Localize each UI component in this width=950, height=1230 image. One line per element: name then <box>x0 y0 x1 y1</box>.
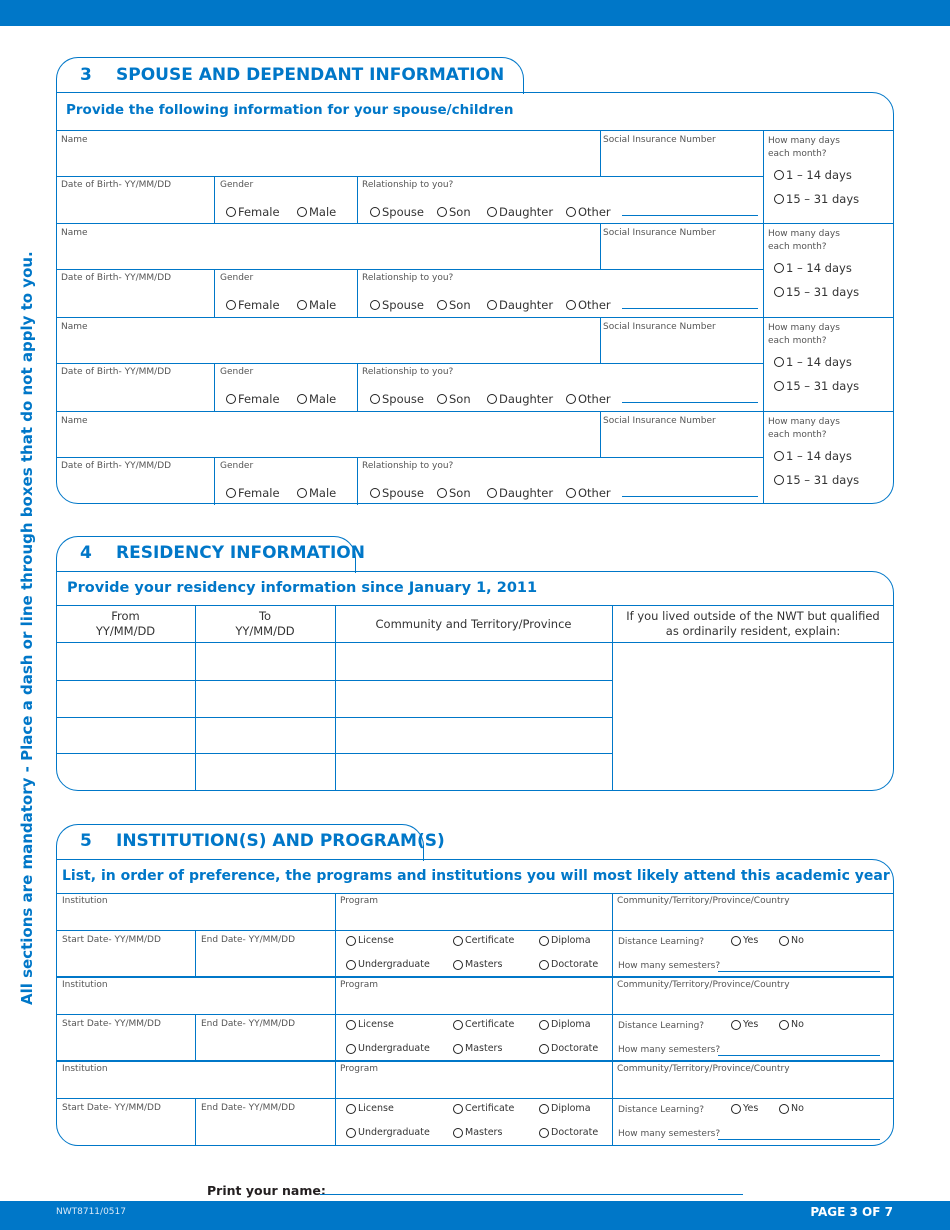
rel-other-radio-label: Other <box>578 392 611 406</box>
days-1-14-radio-label: 1 – 14 days <box>786 355 852 369</box>
program-masters-radio-label: Masters <box>465 959 503 970</box>
distance-no-radio[interactable] <box>779 1019 804 1030</box>
distance-yes-radio-label: Yes <box>743 1019 759 1030</box>
radio-circle-icon[interactable] <box>346 936 356 946</box>
rel-spouse-radio[interactable] <box>370 392 424 406</box>
radio-circle-icon[interactable] <box>226 207 236 217</box>
days-15-31-radio-label: 15 – 31 days <box>786 285 860 299</box>
semesters-field[interactable] <box>718 1055 880 1056</box>
program-undergraduate-radio[interactable] <box>346 959 430 970</box>
radio-circle-icon[interactable] <box>539 1020 549 1030</box>
radio-circle-icon[interactable] <box>774 451 784 461</box>
rule-line <box>357 176 358 224</box>
days-15-31-radio-label: 15 – 31 days <box>786 473 860 487</box>
section4-subtitle: Provide your residency information since January 1, 2011 <box>67 580 538 596</box>
gender-label: Gender <box>220 180 254 190</box>
radio-circle-icon[interactable] <box>774 287 784 297</box>
days-15-31-radio[interactable] <box>774 473 859 487</box>
program-doctorate-radio-label: Doctorate <box>551 959 599 970</box>
start-date-label: Start Date- YY/MM/DD <box>62 1103 161 1113</box>
relationship-label: Relationship to you? <box>362 461 454 471</box>
gender-female-radio[interactable] <box>226 486 280 500</box>
section4-box <box>56 571 894 791</box>
rule-line <box>56 642 894 643</box>
radio-circle-icon[interactable] <box>487 394 497 404</box>
sin-label: Social Insurance Number <box>603 228 716 238</box>
explain-header: If you lived outside of the NWT but qualified as ordinarily resident, explain: <box>626 609 880 638</box>
start-date-label: Start Date- YY/MM/DD <box>62 935 161 945</box>
institution-label: Institution <box>62 896 108 906</box>
rel-son-radio[interactable] <box>437 392 471 406</box>
program-certificate-radio[interactable] <box>453 1103 514 1114</box>
rule-line <box>600 317 601 363</box>
rel-spouse-radio[interactable] <box>370 486 424 500</box>
dob-label: Date of Birth- YY/MM/DD <box>61 273 172 283</box>
program-diploma-radio[interactable] <box>539 935 591 946</box>
rel-daughter-radio-label: Daughter <box>499 486 554 500</box>
distance-yes-radio[interactable] <box>731 1019 758 1030</box>
bottom-bar <box>0 1201 950 1230</box>
rule-line <box>214 457 215 505</box>
community-label: Community/Territory/Province/Country <box>617 980 790 990</box>
rule-line <box>214 363 215 411</box>
program-diploma-radio-label: Diploma <box>551 1103 591 1114</box>
program-undergraduate-radio-label: Undergraduate <box>358 959 430 970</box>
rel-spouse-radio[interactable] <box>370 205 424 219</box>
days-question-label: How many days each month? <box>768 417 840 440</box>
rel-daughter-radio[interactable] <box>487 486 553 500</box>
community-label: Community/Territory/Province/Country <box>617 1064 790 1074</box>
distance-no-radio[interactable] <box>779 935 804 946</box>
days-1-14-radio-label: 1 – 14 days <box>786 449 852 463</box>
relationship-label: Relationship to you? <box>362 273 454 283</box>
program-label: Program <box>340 1064 378 1074</box>
gender-label: Gender <box>220 461 254 471</box>
program-label: Program <box>340 896 378 906</box>
distance-no-radio-label: No <box>791 1019 804 1030</box>
radio-circle-icon[interactable] <box>539 1128 549 1138</box>
days-1-14-radio[interactable] <box>774 168 852 182</box>
radio-circle-icon[interactable] <box>731 936 741 946</box>
rel-daughter-radio[interactable] <box>487 392 553 406</box>
other-relationship-field[interactable] <box>622 308 758 309</box>
gender-male-radio[interactable] <box>297 486 336 500</box>
rule-line <box>214 269 215 317</box>
radio-circle-icon[interactable] <box>453 1044 463 1054</box>
radio-circle-icon[interactable] <box>346 1044 356 1054</box>
gender-male-radio-label: Male <box>309 298 337 312</box>
other-relationship-field[interactable] <box>622 215 758 216</box>
program-certificate-radio[interactable] <box>453 1019 514 1030</box>
gender-female-radio-label: Female <box>238 486 280 500</box>
gender-label: Gender <box>220 273 254 283</box>
rel-other-radio[interactable] <box>566 392 611 406</box>
program-doctorate-radio[interactable] <box>539 1043 598 1054</box>
radio-circle-icon[interactable] <box>774 475 784 485</box>
days-15-31-radio-label: 15 – 31 days <box>786 192 860 206</box>
program-doctorate-radio[interactable] <box>539 1127 598 1138</box>
radio-circle-icon[interactable] <box>437 488 447 498</box>
rel-son-radio-label: Son <box>449 298 471 312</box>
gender-male-radio-label: Male <box>309 486 337 500</box>
rule-line <box>195 1014 196 1061</box>
rule-line <box>56 269 763 270</box>
radio-circle-icon[interactable] <box>566 394 576 404</box>
rule-line <box>56 223 894 224</box>
distance-yes-radio-label: Yes <box>743 1103 759 1114</box>
rel-other-radio-label: Other <box>578 205 611 219</box>
rule-line <box>600 411 601 457</box>
radio-circle-icon[interactable] <box>487 300 497 310</box>
radio-circle-icon[interactable] <box>566 207 576 217</box>
radio-circle-icon[interactable] <box>774 357 784 367</box>
radio-circle-icon[interactable] <box>437 207 447 217</box>
radio-circle-icon[interactable] <box>453 1104 463 1114</box>
program-certificate-radio-label: Certificate <box>465 1103 515 1114</box>
radio-circle-icon[interactable] <box>346 960 356 970</box>
days-1-14-radio[interactable] <box>774 355 852 369</box>
program-license-radio-label: License <box>358 1019 394 1030</box>
rule-line <box>56 363 763 364</box>
rel-spouse-radio-label: Spouse <box>382 486 424 500</box>
days-1-14-radio[interactable] <box>774 261 852 275</box>
rule-line <box>612 977 613 1061</box>
program-diploma-radio[interactable] <box>539 1103 591 1114</box>
rule-line <box>56 605 894 606</box>
program-license-radio[interactable] <box>346 935 394 946</box>
block-divider <box>56 976 894 978</box>
section4-title: 4 RESIDENCY INFORMATION <box>80 543 365 563</box>
radio-circle-icon[interactable] <box>226 394 236 404</box>
semesters-label: How many semesters? <box>618 1129 721 1139</box>
end-date-label: End Date- YY/MM/DD <box>201 1103 296 1113</box>
gender-male-radio[interactable] <box>297 298 336 312</box>
distance-yes-radio[interactable] <box>731 1103 758 1114</box>
radio-circle-icon[interactable] <box>297 207 307 217</box>
radio-circle-icon[interactable] <box>774 194 784 204</box>
radio-circle-icon[interactable] <box>566 488 576 498</box>
program-certificate-radio[interactable] <box>453 935 514 946</box>
gender-female-radio[interactable] <box>226 205 280 219</box>
rel-son-radio[interactable] <box>437 205 471 219</box>
to-header: To YY/MM/DD <box>235 609 295 638</box>
distance-learning-label: Distance Learning? <box>618 1021 705 1031</box>
program-masters-radio[interactable] <box>453 1127 502 1138</box>
radio-circle-icon[interactable] <box>346 1128 356 1138</box>
radio-circle-icon[interactable] <box>370 394 380 404</box>
radio-circle-icon[interactable] <box>297 300 307 310</box>
top-bar <box>0 0 950 26</box>
program-diploma-radio-label: Diploma <box>551 935 591 946</box>
days-question-label: How many days each month? <box>768 136 840 159</box>
days-15-31-radio[interactable] <box>774 192 859 206</box>
rule-line <box>335 977 336 1061</box>
radio-circle-icon[interactable] <box>539 1044 549 1054</box>
radio-circle-icon[interactable] <box>779 936 789 946</box>
rel-son-radio-label: Son <box>449 392 471 406</box>
rel-other-radio-label: Other <box>578 486 611 500</box>
section3-subtitle: Provide the following information for your spouse/children <box>66 102 514 118</box>
name-label: Name <box>61 135 88 145</box>
print-name-label: Print your name: <box>207 1183 326 1198</box>
rel-other-radio-label: Other <box>578 298 611 312</box>
rule-line <box>612 1061 613 1145</box>
radio-circle-icon[interactable] <box>774 170 784 180</box>
other-relationship-field[interactable] <box>622 402 758 403</box>
radio-circle-icon[interactable] <box>779 1104 789 1114</box>
community-header: Community and Territory/Province <box>375 617 572 631</box>
rule-line <box>56 457 763 458</box>
name-label: Name <box>61 416 88 426</box>
rule-line <box>56 930 894 931</box>
rel-spouse-radio[interactable] <box>370 298 424 312</box>
sin-label: Social Insurance Number <box>603 322 716 332</box>
gender-male-radio[interactable] <box>297 392 336 406</box>
rule-line <box>357 457 358 505</box>
name-label: Name <box>61 228 88 238</box>
community-label: Community/Territory/Province/Country <box>617 896 790 906</box>
distance-learning-label: Distance Learning? <box>618 937 705 947</box>
rel-other-radio[interactable] <box>566 486 611 500</box>
rel-son-radio[interactable] <box>437 486 471 500</box>
rule-line <box>335 605 336 791</box>
radio-circle-icon[interactable] <box>226 300 236 310</box>
radio-circle-icon[interactable] <box>370 207 380 217</box>
section3-title: 3 SPOUSE AND DEPENDANT INFORMATION <box>80 65 505 85</box>
gender-female-radio-label: Female <box>238 298 280 312</box>
gender-female-radio-label: Female <box>238 392 280 406</box>
distance-learning-label: Distance Learning? <box>618 1105 705 1115</box>
sin-label: Social Insurance Number <box>603 416 716 426</box>
program-license-radio[interactable] <box>346 1103 394 1114</box>
rule-line <box>335 893 336 977</box>
rule-line <box>357 269 358 317</box>
rule-line <box>56 130 894 131</box>
rel-daughter-radio-label: Daughter <box>499 392 554 406</box>
rel-spouse-radio-label: Spouse <box>382 298 424 312</box>
radio-circle-icon[interactable] <box>346 1020 356 1030</box>
start-date-label: Start Date- YY/MM/DD <box>62 1019 161 1029</box>
program-diploma-radio-label: Diploma <box>551 1019 591 1030</box>
program-masters-radio[interactable] <box>453 959 502 970</box>
radio-circle-icon[interactable] <box>370 488 380 498</box>
rel-daughter-radio[interactable] <box>487 298 553 312</box>
rel-daughter-radio-label: Daughter <box>499 205 554 219</box>
gender-label: Gender <box>220 367 254 377</box>
semesters-field[interactable] <box>718 1139 880 1140</box>
rule-line <box>56 317 894 318</box>
rel-son-radio[interactable] <box>437 298 471 312</box>
radio-circle-icon[interactable] <box>297 488 307 498</box>
program-undergraduate-radio[interactable] <box>346 1043 430 1054</box>
program-doctorate-radio-label: Doctorate <box>551 1043 599 1054</box>
radio-circle-icon[interactable] <box>779 1020 789 1030</box>
radio-circle-icon[interactable] <box>731 1104 741 1114</box>
rule-line <box>195 930 196 977</box>
program-masters-radio[interactable] <box>453 1043 502 1054</box>
program-undergraduate-radio-label: Undergraduate <box>358 1043 430 1054</box>
program-license-radio-label: License <box>358 1103 394 1114</box>
program-diploma-radio[interactable] <box>539 1019 591 1030</box>
rel-spouse-radio-label: Spouse <box>382 205 424 219</box>
radio-circle-icon[interactable] <box>453 1128 463 1138</box>
dob-label: Date of Birth- YY/MM/DD <box>61 367 172 377</box>
rel-son-radio-label: Son <box>449 205 471 219</box>
radio-circle-icon[interactable] <box>437 300 447 310</box>
program-license-radio[interactable] <box>346 1019 394 1030</box>
semesters-label: How many semesters? <box>618 1045 721 1055</box>
sin-label: Social Insurance Number <box>603 135 716 145</box>
rel-other-radio[interactable] <box>566 205 611 219</box>
gender-female-radio[interactable] <box>226 298 280 312</box>
rule-line <box>600 223 601 269</box>
rule-line <box>56 176 763 177</box>
dob-label: Date of Birth- YY/MM/DD <box>61 180 172 190</box>
radio-circle-icon[interactable] <box>774 263 784 273</box>
rule-line <box>335 1061 336 1145</box>
radio-circle-icon[interactable] <box>437 394 447 404</box>
radio-circle-icon[interactable] <box>346 1104 356 1114</box>
program-masters-radio-label: Masters <box>465 1043 503 1054</box>
dob-label: Date of Birth- YY/MM/DD <box>61 461 172 471</box>
gender-male-radio[interactable] <box>297 205 336 219</box>
section5-title: 5 INSTITUTION(S) AND PROGRAM(S) <box>80 831 445 851</box>
semesters-field[interactable] <box>718 971 880 972</box>
other-relationship-field[interactable] <box>622 496 758 497</box>
rule-line <box>56 717 612 718</box>
rule-line <box>612 893 613 977</box>
radio-circle-icon[interactable] <box>453 1020 463 1030</box>
distance-yes-radio-label: Yes <box>743 935 759 946</box>
institution-label: Institution <box>62 1064 108 1074</box>
program-certificate-radio-label: Certificate <box>465 1019 515 1030</box>
doc-id: NWT8711/0517 <box>56 1207 126 1217</box>
name-label: Name <box>61 322 88 332</box>
program-masters-radio-label: Masters <box>465 1127 503 1138</box>
days-question-label: How many days each month? <box>768 323 840 346</box>
rule-line <box>763 130 764 504</box>
radio-circle-icon[interactable] <box>487 488 497 498</box>
program-undergraduate-radio-label: Undergraduate <box>358 1127 430 1138</box>
rule-line <box>357 363 358 411</box>
block-divider <box>56 1060 894 1062</box>
rule-line <box>56 411 894 412</box>
program-label: Program <box>340 980 378 990</box>
end-date-label: End Date- YY/MM/DD <box>201 1019 296 1029</box>
section5-subtitle: List, in order of preference, the programs and institutions you will most likely attend this academic year <box>62 868 890 884</box>
days-question-label: How many days each month? <box>768 229 840 252</box>
gender-female-radio[interactable] <box>226 392 280 406</box>
days-15-31-radio[interactable] <box>774 379 859 393</box>
days-15-31-radio[interactable] <box>774 285 859 299</box>
radio-circle-icon[interactable] <box>731 1020 741 1030</box>
radio-circle-icon[interactable] <box>539 960 549 970</box>
relationship-label: Relationship to you? <box>362 367 454 377</box>
radio-circle-icon[interactable] <box>370 300 380 310</box>
relationship-label: Relationship to you? <box>362 180 454 190</box>
program-certificate-radio-label: Certificate <box>465 935 515 946</box>
days-1-14-radio-label: 1 – 14 days <box>786 261 852 275</box>
rule-line <box>56 893 894 894</box>
gender-male-radio-label: Male <box>309 205 337 219</box>
program-doctorate-radio[interactable] <box>539 959 598 970</box>
rule-line <box>56 680 612 681</box>
radio-circle-icon[interactable] <box>539 1104 549 1114</box>
rule-line <box>56 1014 894 1015</box>
rule-line <box>600 130 601 176</box>
institution-label: Institution <box>62 980 108 990</box>
gender-female-radio-label: Female <box>238 205 280 219</box>
rel-son-radio-label: Son <box>449 486 471 500</box>
radio-circle-icon[interactable] <box>487 207 497 217</box>
days-1-14-radio[interactable] <box>774 449 852 463</box>
rel-spouse-radio-label: Spouse <box>382 392 424 406</box>
radio-circle-icon[interactable] <box>539 936 549 946</box>
rule-line <box>195 1098 196 1145</box>
end-date-label: End Date- YY/MM/DD <box>201 935 296 945</box>
rule-line <box>214 176 215 224</box>
radio-circle-icon[interactable] <box>453 960 463 970</box>
from-header: From YY/MM/DD <box>95 609 156 638</box>
days-15-31-radio-label: 15 – 31 days <box>786 379 860 393</box>
print-name-field[interactable] <box>320 1194 743 1195</box>
distance-yes-radio[interactable] <box>731 935 758 946</box>
rel-daughter-radio-label: Daughter <box>499 298 554 312</box>
side-note: All sections are mandatory - Place a dash or line through boxes that do not apply to you. <box>18 251 36 1005</box>
program-license-radio-label: License <box>358 935 394 946</box>
rule-line <box>56 753 612 754</box>
rule-line <box>56 1098 894 1099</box>
days-1-14-radio-label: 1 – 14 days <box>786 168 852 182</box>
distance-no-radio[interactable] <box>779 1103 804 1114</box>
program-doctorate-radio-label: Doctorate <box>551 1127 599 1138</box>
program-undergraduate-radio[interactable] <box>346 1127 430 1138</box>
semesters-label: How many semesters? <box>618 961 721 971</box>
radio-circle-icon[interactable] <box>566 300 576 310</box>
gender-male-radio-label: Male <box>309 392 337 406</box>
page-number: PAGE 3 OF 7 <box>810 1205 893 1219</box>
rel-daughter-radio[interactable] <box>487 205 553 219</box>
radio-circle-icon[interactable] <box>774 381 784 391</box>
radio-circle-icon[interactable] <box>226 488 236 498</box>
distance-no-radio-label: No <box>791 935 804 946</box>
distance-no-radio-label: No <box>791 1103 804 1114</box>
rel-other-radio[interactable] <box>566 298 611 312</box>
radio-circle-icon[interactable] <box>297 394 307 404</box>
radio-circle-icon[interactable] <box>453 936 463 946</box>
